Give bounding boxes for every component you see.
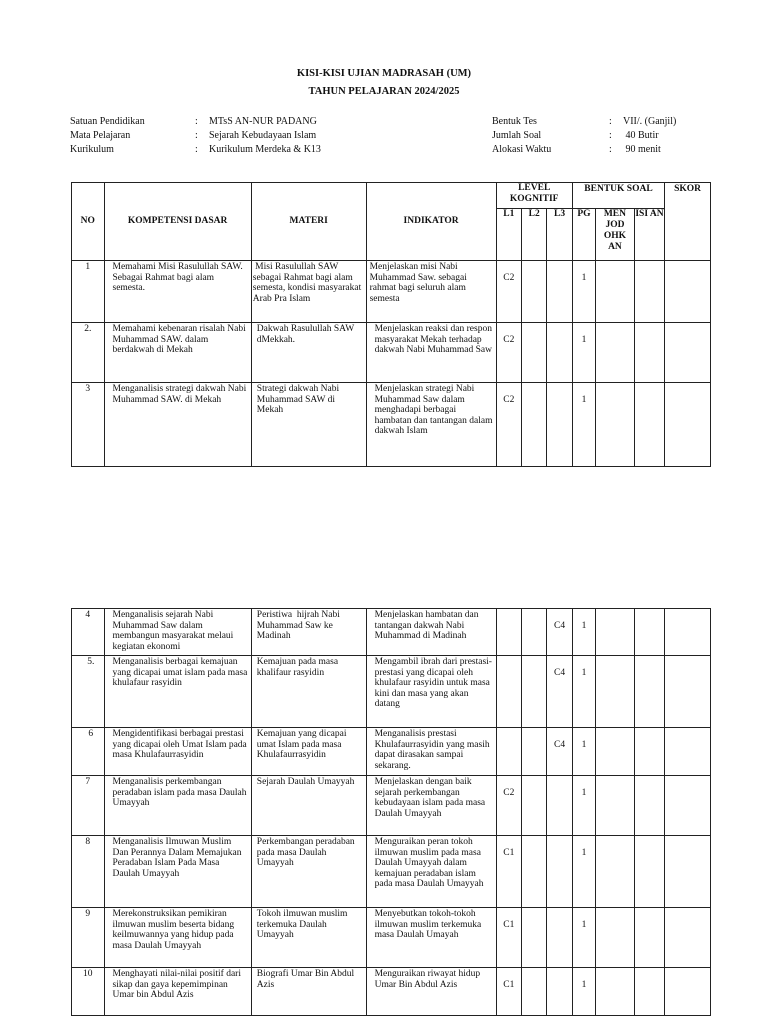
cell-kompetensi: Merekonstruksikan pemikiran ilmuwan muslim beserta bidang keilmuwannya yang hidup pada masa Daulah Umayyah bbox=[104, 908, 251, 968]
cell-isian bbox=[634, 609, 664, 656]
cell-materi: Strategi dakwah Nabi Muhammad SAW di Mekah bbox=[251, 383, 366, 467]
table-row bbox=[72, 609, 711, 656]
cell-pg: 1 bbox=[572, 656, 595, 728]
header-kompetensi-dasar: KOMPETENSI DASAR bbox=[104, 183, 251, 261]
cell-menjodohkan bbox=[596, 323, 635, 383]
cell-no: 5. bbox=[72, 656, 105, 728]
cell-indikator: Menyebutkan tokoh-tokoh ilmuwan muslim terkemuka masa Daulah Umayah bbox=[366, 908, 496, 968]
table-row bbox=[72, 908, 711, 968]
info-row bbox=[492, 143, 676, 157]
cell-kompetensi: Menganalisis berbagai kemajuan yang dicapai umat islam pada masa khulafaur rasyidin bbox=[104, 656, 251, 728]
header-indikator: INDIKATOR bbox=[366, 183, 496, 261]
info-label: Alokasi Waktu bbox=[492, 144, 552, 155]
table-row bbox=[72, 383, 711, 467]
cell-l2 bbox=[522, 323, 547, 383]
cell-l2 bbox=[522, 383, 547, 467]
cell-l1: C2 bbox=[496, 323, 521, 383]
info-colon: : bbox=[609, 130, 612, 141]
cell-no: 6 bbox=[72, 728, 105, 776]
cell-menjodohkan bbox=[596, 656, 635, 728]
cell-indikator: Menjelaskan reaksi dan respon masyarakat Mekah terhadap dakwah Nabi Muhammad Saw bbox=[366, 323, 496, 383]
header-no: NO bbox=[72, 183, 105, 261]
cell-skor bbox=[665, 656, 711, 728]
cell-skor bbox=[665, 323, 711, 383]
header-skor: SKOR bbox=[665, 183, 711, 261]
cell-materi: Kemajuan yang dicapai umat Islam pada masa Khulafaurrasyidin bbox=[251, 728, 366, 776]
header-materi: MATERI bbox=[251, 183, 366, 261]
cell-isian bbox=[634, 261, 664, 323]
header-menjodohkan: MEN JOD OHK AN bbox=[596, 209, 635, 261]
info-left bbox=[70, 115, 321, 157]
cell-l3 bbox=[547, 968, 572, 1016]
cell-l1: C1 bbox=[496, 836, 521, 908]
document-subtitle: TAHUN PELAJARAN 2024/2025 bbox=[308, 86, 460, 97]
cell-isian bbox=[634, 323, 664, 383]
cell-l2 bbox=[522, 908, 547, 968]
info-value: MTsS AN-NUR PADANG bbox=[209, 116, 317, 127]
cell-pg: 1 bbox=[572, 323, 595, 383]
cell-l1: C1 bbox=[496, 908, 521, 968]
cell-isian bbox=[634, 383, 664, 467]
cell-no: 2. bbox=[72, 323, 105, 383]
cell-l1: C1 bbox=[496, 968, 521, 1016]
cell-no: 1 bbox=[72, 261, 105, 323]
info-label: Bentuk Tes bbox=[492, 116, 537, 127]
cell-menjodohkan bbox=[596, 261, 635, 323]
cell-skor bbox=[665, 836, 711, 908]
cell-kompetensi: Menganalisis Ilmuwan Muslim Dan Perannya Dalam Memajukan Peradaban Islam Pada Masa Daulah Umayyah bbox=[104, 836, 251, 908]
cell-l2 bbox=[522, 261, 547, 323]
cell-pg: 1 bbox=[572, 908, 595, 968]
cell-menjodohkan bbox=[596, 776, 635, 836]
cell-skor bbox=[665, 609, 711, 656]
cell-l3 bbox=[547, 323, 572, 383]
info-label: Jumlah Soal bbox=[492, 130, 542, 141]
cell-kompetensi: Mengidentifikasi berbagai prestasi yang dicapai oleh Umat Islam pada masa Khulafaurrasyidin bbox=[104, 728, 251, 776]
header-bentuk-soal: BENTUK SOAL bbox=[572, 183, 664, 209]
cell-menjodohkan bbox=[596, 968, 635, 1016]
cell-isian bbox=[634, 908, 664, 968]
header-l2: L2 bbox=[522, 209, 547, 261]
cell-materi: Tokoh ilmuwan muslim terkemuka Daulah Umayyah bbox=[251, 908, 366, 968]
cell-indikator: Menjelaskan hambatan dan tantangan dakwah Nabi Muhammad di Madinah bbox=[366, 609, 496, 656]
cell-materi: Misi Rasulullah SAW sebagai Rahmat bagi alam semesta, kondisi masyarakat Arab Pra Islam bbox=[251, 261, 366, 323]
header-isian: ISI AN bbox=[634, 209, 664, 261]
cell-l3: C4 bbox=[547, 728, 572, 776]
cell-materi: Dakwah Rasulullah SAW dMekkah. bbox=[251, 323, 366, 383]
cell-no: 8 bbox=[72, 836, 105, 908]
cell-indikator: Menjelaskan dengan baik sejarah perkembangan kebudayaan islam pada masa Daulah Umayyah bbox=[366, 776, 496, 836]
cell-l2 bbox=[522, 609, 547, 656]
cell-isian bbox=[634, 836, 664, 908]
cell-l3 bbox=[547, 908, 572, 968]
cell-l3: C4 bbox=[547, 656, 572, 728]
info-value: VII/. (Ganjil) bbox=[623, 116, 677, 127]
cell-kompetensi: Menganalisis sejarah Nabi Muhammad Saw dalam membangun masyarakat melaui kegiatan ekonomi bbox=[104, 609, 251, 656]
cell-l1: C2 bbox=[496, 383, 521, 467]
cell-isian bbox=[634, 776, 664, 836]
info-value: 40 Butir bbox=[623, 130, 659, 141]
cell-no: 10 bbox=[72, 968, 105, 1016]
cell-menjodohkan bbox=[596, 728, 635, 776]
cell-menjodohkan bbox=[596, 383, 635, 467]
kisi-kisi-table-page2 bbox=[71, 608, 711, 1016]
cell-l3 bbox=[547, 383, 572, 467]
cell-kompetensi: Menghayati nilai-nilai positif dari sikap dan gaya kepemimpinan Umar bin Abdul Azis bbox=[104, 968, 251, 1016]
cell-isian bbox=[634, 968, 664, 1016]
cell-menjodohkan bbox=[596, 609, 635, 656]
cell-skor bbox=[665, 383, 711, 467]
cell-l2 bbox=[522, 776, 547, 836]
info-row bbox=[492, 115, 676, 129]
info-value: Sejarah Kebudayaan Islam bbox=[209, 130, 317, 141]
cell-kompetensi: Menganalisis strategi dakwah Nabi Muhammad SAW. di Mekah bbox=[104, 383, 251, 467]
cell-skor bbox=[665, 261, 711, 323]
header-l1: L1 bbox=[496, 209, 521, 261]
cell-l1: C2 bbox=[496, 776, 521, 836]
cell-materi: Sejarah Daulah Umayyah bbox=[251, 776, 366, 836]
info-label: Mata Pelajaran bbox=[70, 130, 131, 141]
info-row bbox=[492, 129, 676, 143]
info-colon: : bbox=[195, 116, 198, 127]
cell-pg: 1 bbox=[572, 776, 595, 836]
cell-pg: 1 bbox=[572, 261, 595, 323]
info-value: 90 menit bbox=[623, 144, 661, 155]
info-row bbox=[70, 143, 321, 157]
cell-indikator: Menguraikan peran tokoh ilmuwan muslim pada masa Daulah Umayyah dalam kemajuan peradaban islam pada masa Daulah Umayyah bbox=[366, 836, 496, 908]
cell-no: 4 bbox=[72, 609, 105, 656]
cell-l2 bbox=[522, 656, 547, 728]
cell-skor bbox=[665, 776, 711, 836]
info-colon: : bbox=[609, 116, 612, 127]
cell-indikator: Mengambil ibrah dari prestasi-prestasi yang dicapai oleh khulafaur rasyidin untuk masa kini dan masa yang akan datang bbox=[366, 656, 496, 728]
header-pg: PG bbox=[572, 209, 595, 261]
cell-pg: 1 bbox=[572, 836, 595, 908]
cell-indikator: Menganalisis prestasi Khulafaurrasyidin yang masih dapat dirasakan sampai sekarang. bbox=[366, 728, 496, 776]
table-row bbox=[72, 656, 711, 728]
cell-menjodohkan bbox=[596, 836, 635, 908]
cell-materi: Kemajuan pada masa khalifaur rasyidin bbox=[251, 656, 366, 728]
table-row bbox=[72, 836, 711, 908]
cell-pg: 1 bbox=[572, 383, 595, 467]
cell-l1 bbox=[496, 656, 521, 728]
cell-l1 bbox=[496, 609, 521, 656]
cell-no: 3 bbox=[72, 383, 105, 467]
cell-indikator: Menjelaskan misi Nabi Muhammad Saw. sebagai rahmat bagi seluruh alam semesta bbox=[366, 261, 496, 323]
cell-skor bbox=[665, 728, 711, 776]
cell-menjodohkan bbox=[596, 908, 635, 968]
cell-indikator: Menguraikan riwayat hidup Umar Bin Abdul Azis bbox=[366, 968, 496, 1016]
cell-l3: C4 bbox=[547, 609, 572, 656]
table-row bbox=[72, 776, 711, 836]
kisi-kisi-table-page1 bbox=[71, 182, 711, 467]
cell-no: 7 bbox=[72, 776, 105, 836]
cell-kompetensi: Memahami Misi Rasulullah SAW. Sebagai Rahmat bagi alam semesta. bbox=[104, 261, 251, 323]
cell-l2 bbox=[522, 836, 547, 908]
info-colon: : bbox=[195, 130, 198, 141]
table-row bbox=[72, 323, 711, 383]
cell-skor bbox=[665, 968, 711, 1016]
table-row bbox=[72, 968, 711, 1016]
cell-pg: 1 bbox=[572, 968, 595, 1016]
cell-l1 bbox=[496, 728, 521, 776]
cell-l1: C2 bbox=[496, 261, 521, 323]
cell-materi: Peristiwa hijrah Nabi Muhammad Saw ke Madinah bbox=[251, 609, 366, 656]
header-l3: L3 bbox=[547, 209, 572, 261]
table-row bbox=[72, 261, 711, 323]
cell-pg: 1 bbox=[572, 728, 595, 776]
header-level-kognitif: LEVEL KOGNITIF bbox=[496, 183, 572, 209]
cell-pg: 1 bbox=[572, 609, 595, 656]
cell-skor bbox=[665, 908, 711, 968]
info-colon: : bbox=[195, 144, 198, 155]
cell-l3 bbox=[547, 261, 572, 323]
document-title: KISI-KISI UJIAN MADRASAH (UM) bbox=[296, 68, 472, 79]
info-row bbox=[70, 129, 321, 143]
cell-kompetensi: Menganalisis perkembangan peradaban islam pada masa Daulah Umayyah bbox=[104, 776, 251, 836]
cell-isian bbox=[634, 728, 664, 776]
cell-l2 bbox=[522, 728, 547, 776]
cell-kompetensi: Memahami kebenaran risalah Nabi Muhammad SAW. dalam berdakwah di Mekah bbox=[104, 323, 251, 383]
info-row bbox=[70, 115, 321, 129]
cell-no: 9 bbox=[72, 908, 105, 968]
info-label: Kurikulum bbox=[70, 144, 114, 155]
cell-indikator: Menjelaskan strategi Nabi Muhammad Saw dalam menghadapi berbagai hambatan dan tantangan dalam dakwah Islam bbox=[366, 383, 496, 467]
cell-isian bbox=[634, 656, 664, 728]
table-row bbox=[72, 728, 711, 776]
info-colon: : bbox=[609, 144, 612, 155]
cell-l3 bbox=[547, 776, 572, 836]
cell-materi: Biografi Umar Bin Abdul Azis bbox=[251, 968, 366, 1016]
cell-l3 bbox=[547, 836, 572, 908]
info-label: Satuan Pendidikan bbox=[70, 116, 145, 127]
info-value: Kurikulum Merdeka & K13 bbox=[209, 144, 321, 155]
cell-materi: Perkembangan peradaban pada masa Daulah Umayyah bbox=[251, 836, 366, 908]
cell-l2 bbox=[522, 968, 547, 1016]
info-right bbox=[492, 115, 676, 157]
